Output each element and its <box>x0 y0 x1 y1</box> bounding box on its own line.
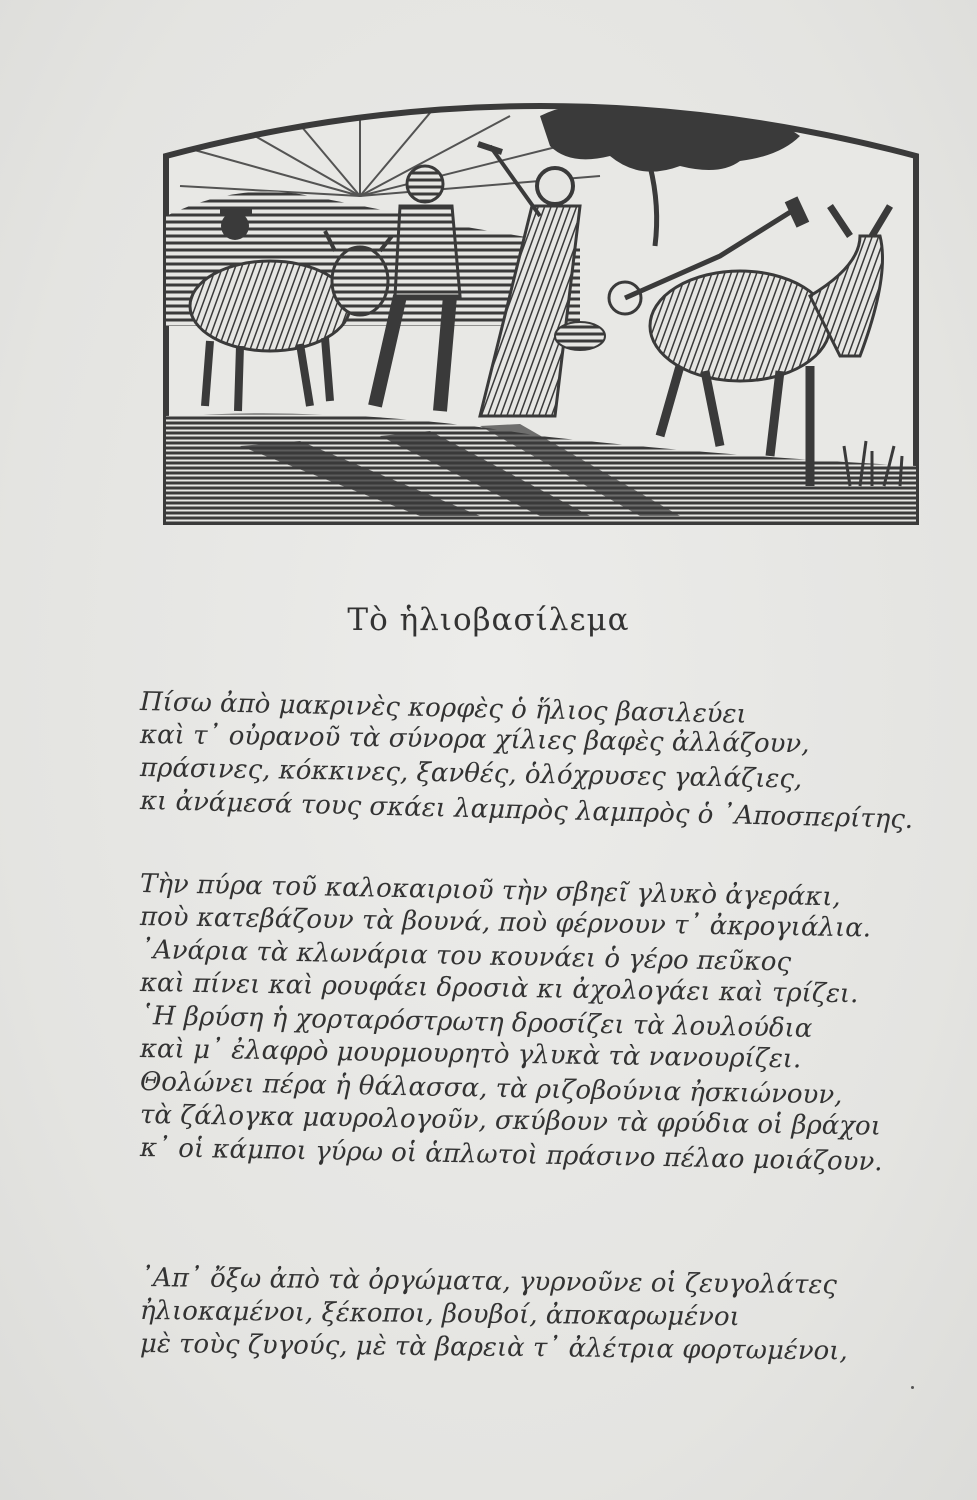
paper-speck <box>911 1386 914 1389</box>
poem-line: ἠλιοκαμένοι, ξέκοποι, βουβοί, ἀποκαρωμένοι <box>139 1296 740 1333</box>
poem-line: ᾽Ανάρια τὰ κλωνάρια του κουνάει ὁ γέρο πεῦκος <box>139 935 792 978</box>
poem-line: Θολώνει πέρα ἡ θάλασσα, τὰ ριζοβούνια ἠσκιώνουν, <box>139 1067 843 1111</box>
poem-line: κι ἀνάμεσά τους σκάει λαμπρὸς λαμπρὸς ὁ ᾽Αποσπερίτης. <box>139 786 914 835</box>
stanza-2 <box>139 868 930 1178</box>
poem-line: ποὺ κατεβάζουν τὰ βουνά, ποὺ φέρνουν τ᾽ ἀκρογιάλια. <box>139 902 872 944</box>
poem-line: τὰ ζάλογκα μαυρολογοῦν, σκύβουν τὰ φρύδια οἱ βράχοι <box>139 1100 882 1142</box>
stanza-1 <box>139 686 930 835</box>
poem-line: καὶ μ᾽ ἐλαφρὸ μουρμουρητὸ γλυκὰ τὰ νανουρίζει. <box>139 1034 802 1075</box>
poem-line: καὶ τ᾽ οὐρανοῦ τὰ σύνορα χίλιες βαφὲς ἀλλάζουν, <box>139 720 810 760</box>
poem-title: Τὸ ἡλιοβασίλεμα <box>347 602 630 638</box>
poem-line: κ᾽ οἱ κάμποι γύρω οἱ ἁπλωτοὶ πράσινο πέλαο μοιάζουν. <box>139 1133 883 1178</box>
poem-line: μὲ τοὺς ζυγούς, μὲ τὰ βαρειὰ τ᾽ ἀλέτρια φορτωμένοι, <box>139 1329 848 1367</box>
poem-line: Πίσω ἀπὸ μακρινὲς κορφὲς ὁ ἥλιος βασιλεύει <box>139 687 747 730</box>
poem-line: ῾Η βρύση ἡ χορταρόστρωτη δροσίζει τὰ λουλούδια <box>139 1001 813 1044</box>
stanza-3 <box>139 1262 930 1367</box>
poem-line: ᾽Απ᾽ ὄξω ἀπὸ τὰ ὀργώματα, γυρνοῦνε οἱ ζευγολάτες <box>139 1263 838 1301</box>
poem-line: Τὴν πύρα τοῦ καλοκαιριοῦ τὴν σβηεῖ γλυκὸ ἀγεράκι, <box>139 869 842 913</box>
poem-line: πράσινες, κόκκινες, ξανθές, ὁλόχρυσες γαλάζιες, <box>139 753 803 795</box>
poem-line: καὶ πίνει καὶ ρουφάει δροσιὰ κι ἀχολογάει καὶ τρίζει. <box>139 968 859 1010</box>
woodcut-illustration <box>160 86 925 526</box>
